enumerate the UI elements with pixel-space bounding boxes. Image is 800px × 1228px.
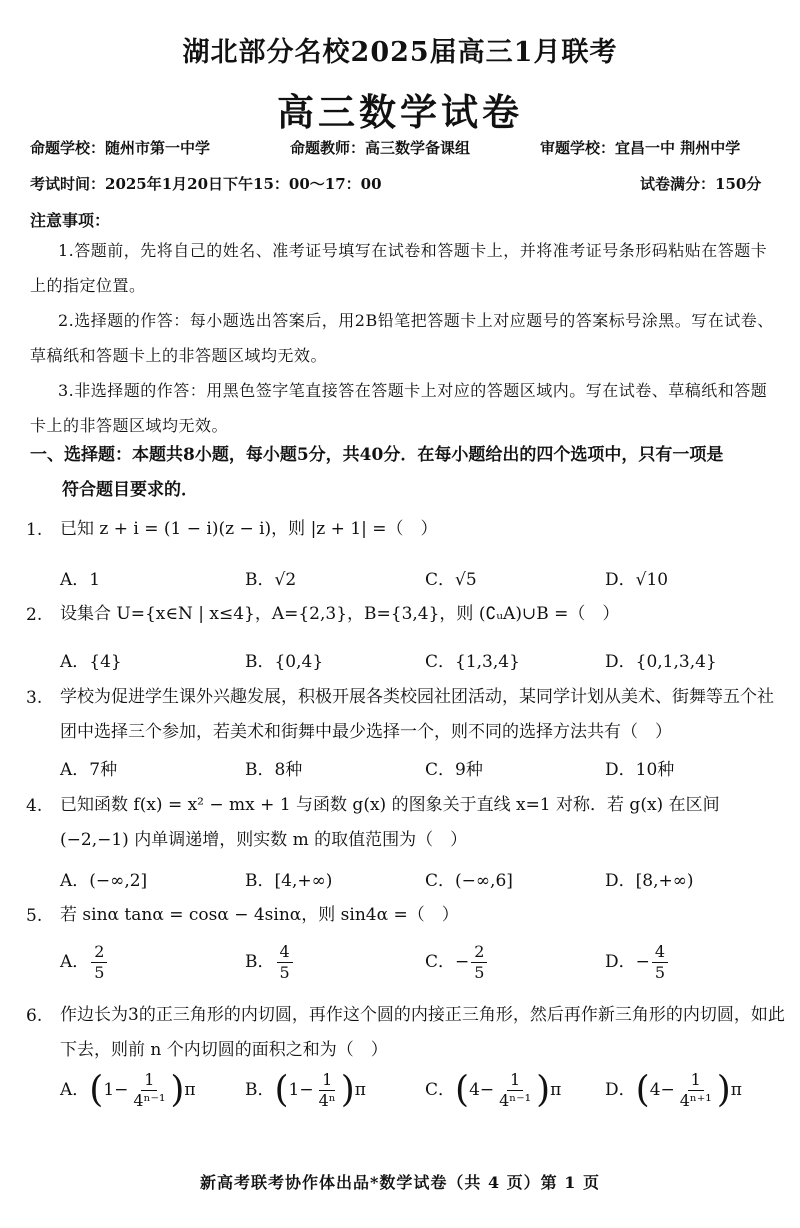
option-b: B．[4,+∞) bbox=[245, 871, 333, 891]
option-c: C．√5 bbox=[425, 570, 477, 590]
fraction bbox=[91, 942, 107, 983]
fraction bbox=[496, 1070, 534, 1111]
question-text: 已知 z + i = (1 − i)(z − i)，则 |z + 1| =（ ） bbox=[60, 519, 438, 539]
full-score: 试卷满分：150分 bbox=[640, 175, 762, 193]
option-d: D．{0,1,3,4} bbox=[605, 652, 717, 672]
question-number: 4. bbox=[26, 796, 43, 816]
fraction-numerator: 1 bbox=[507, 1070, 523, 1091]
question-text: 已知函数 f(x) = x² − mx + 1 与函数 g(x) 的图象关于直线 x=1 对称．若 g(x) 在区间 (−2,−1) 内单调递增，则实数 m 的取值范围为（ ） bbox=[60, 795, 720, 850]
option-a bbox=[60, 942, 109, 983]
note-item-2: 2.选择题的作答：每小题选出答案后，用2B铅笔把答题卡上对应题号的答案标号涂黑。写在试卷、草稿纸和答题卡上的非答题区域均无效。 bbox=[30, 311, 774, 365]
question-text: 若 sinα tanα = cosα − 4sinα，则 sin4α =（ ） bbox=[60, 905, 459, 925]
exam-time: 考试时间：2025年1月20日下午15：00～17：00 bbox=[30, 175, 382, 193]
fraction bbox=[677, 1070, 715, 1111]
fraction-denominator: 5 bbox=[474, 963, 485, 982]
fraction-numerator: 2 bbox=[91, 942, 107, 963]
notes-heading: 注意事项： bbox=[30, 211, 111, 230]
fraction-numerator: 4 bbox=[652, 942, 668, 963]
fraction-denominator: 5 bbox=[654, 963, 666, 982]
pi-symbol: π bbox=[184, 1080, 196, 1100]
option-b: B．{0,4} bbox=[245, 652, 324, 672]
option-b-label: B． bbox=[245, 1080, 275, 1100]
option-b: B．8种 bbox=[245, 760, 303, 780]
option-d-label: D．− bbox=[605, 952, 650, 972]
question-number: 1. bbox=[26, 520, 43, 540]
option-d: D．[8,+∞) bbox=[605, 871, 694, 891]
fraction-denominator: 5 bbox=[279, 963, 290, 982]
option-c: C．(−∞,6] bbox=[425, 871, 513, 891]
pi-symbol: π bbox=[730, 1080, 742, 1100]
fraction bbox=[130, 1070, 168, 1111]
fraction-denominator: 4ⁿ⁺¹ bbox=[679, 1091, 712, 1110]
exam-title: 湖北部分名校2025届高三1月联考 bbox=[182, 37, 618, 68]
question-text: 作边长为3的正三角形的内切圆，再作这个圆的内接正三角形，然后再作新三角形的内切圆，如此下去，则前 n 个内切圆的面积之和为（ ） bbox=[60, 1005, 785, 1060]
option-c: C．9种 bbox=[425, 760, 483, 780]
question-text: 学校为促进学生课外兴趣发展，积极开展各类校园社团活动，某同学计划从美术、街舞等五个社团中选择三个参加，若美术和街舞中最少选择一个，则不同的选择方法共有（ ） bbox=[60, 687, 774, 742]
option-a-label: A． bbox=[60, 952, 90, 972]
fraction bbox=[471, 942, 487, 983]
fraction-denominator: 5 bbox=[94, 963, 105, 982]
question-text: 设集合 U={x∈N | x≤4}，A={2,3}，B={3,4}，则 (∁ᵤA)∪B =（ ） bbox=[60, 604, 620, 624]
question-number: 5. bbox=[26, 906, 43, 926]
option-b: B．√2 bbox=[245, 570, 297, 590]
option-a: A．7种 bbox=[60, 760, 118, 780]
fraction bbox=[652, 942, 668, 983]
option-a: A．(−∞,2] bbox=[60, 871, 148, 891]
question-number: 6. bbox=[26, 1006, 43, 1026]
section-heading-line1: 一、选择题：本题共8小题，每小题5分，共40分．在每小题给出的四个选项中，只有一项是 bbox=[30, 445, 724, 465]
question-number: 2. bbox=[26, 605, 43, 625]
option-b-label: B． bbox=[245, 952, 275, 972]
fraction-numerator: 4 bbox=[277, 942, 293, 963]
note-item-1: 1.答题前，先将自己的姓名、准考证号填写在试卷和答题卡上，并将准考证号条形码粘贴在答题卡上的指定位置。 bbox=[30, 241, 768, 295]
fraction-denominator: 4ⁿ bbox=[318, 1091, 336, 1110]
section-heading-line2: 符合题目要求的． bbox=[62, 480, 198, 500]
review-school: 审题学校：宜昌一中 荆州中学 bbox=[540, 139, 741, 157]
fraction bbox=[316, 1070, 339, 1111]
option-a: A．1 bbox=[60, 570, 101, 590]
option-d bbox=[605, 942, 670, 983]
option-c: C．(4− $\frac{1}{\text{4ⁿ⁻¹}}$ )π bbox=[425, 1069, 562, 1111]
option-c bbox=[425, 942, 489, 983]
option-a-label: A． bbox=[60, 1080, 90, 1100]
fraction-denominator: 4ⁿ⁻¹ bbox=[133, 1091, 166, 1110]
option-d: D．(4− $\frac{1}{\text{4ⁿ⁺¹}}$ )π bbox=[605, 1069, 742, 1111]
setting-teacher: 命题教师：高三数学备课组 bbox=[290, 139, 471, 157]
fraction-numerator: 1 bbox=[319, 1070, 335, 1091]
fraction-numerator: 1 bbox=[141, 1070, 157, 1091]
option-c: C．{1,3,4} bbox=[425, 652, 520, 672]
fraction-numerator: 1 bbox=[688, 1070, 704, 1091]
option-c-label: C．− bbox=[425, 952, 470, 972]
page-footer: 新高考联考协作体出品*数学试卷（共 4 页）第 1 页 bbox=[200, 1173, 600, 1192]
fraction bbox=[277, 942, 293, 983]
section-heading bbox=[30, 438, 790, 508]
option-a: A．(1− $\frac{1}{\text{4ⁿ⁻¹}}$ )π bbox=[60, 1069, 196, 1111]
question-number: 3. bbox=[26, 688, 43, 708]
note-item-3: 3.非选择题的作答：用黑色签字笔直接答在答题卡上对应的答题区域内。写在试卷、草稿纸和答题卡上的非答题区域均无效。 bbox=[30, 381, 768, 435]
option-d: D．10种 bbox=[605, 760, 675, 780]
option-c-label: C． bbox=[425, 1080, 456, 1100]
exam-subtitle: 高三数学试卷 bbox=[277, 90, 523, 134]
fraction-denominator: 4ⁿ⁻¹ bbox=[499, 1091, 532, 1110]
option-b: B．(1− $\frac{1}{\text{4ⁿ}}$ )π bbox=[245, 1069, 366, 1111]
setting-school: 命题学校：随州市第一中学 bbox=[30, 139, 211, 157]
fraction-numerator: 2 bbox=[471, 942, 487, 963]
pi-symbol: π bbox=[550, 1080, 562, 1100]
option-d: D．√10 bbox=[605, 570, 669, 590]
option-b bbox=[245, 942, 295, 983]
pi-symbol: π bbox=[354, 1080, 366, 1100]
option-d-label: D． bbox=[605, 1080, 636, 1100]
option-a: A．{4} bbox=[60, 652, 122, 672]
